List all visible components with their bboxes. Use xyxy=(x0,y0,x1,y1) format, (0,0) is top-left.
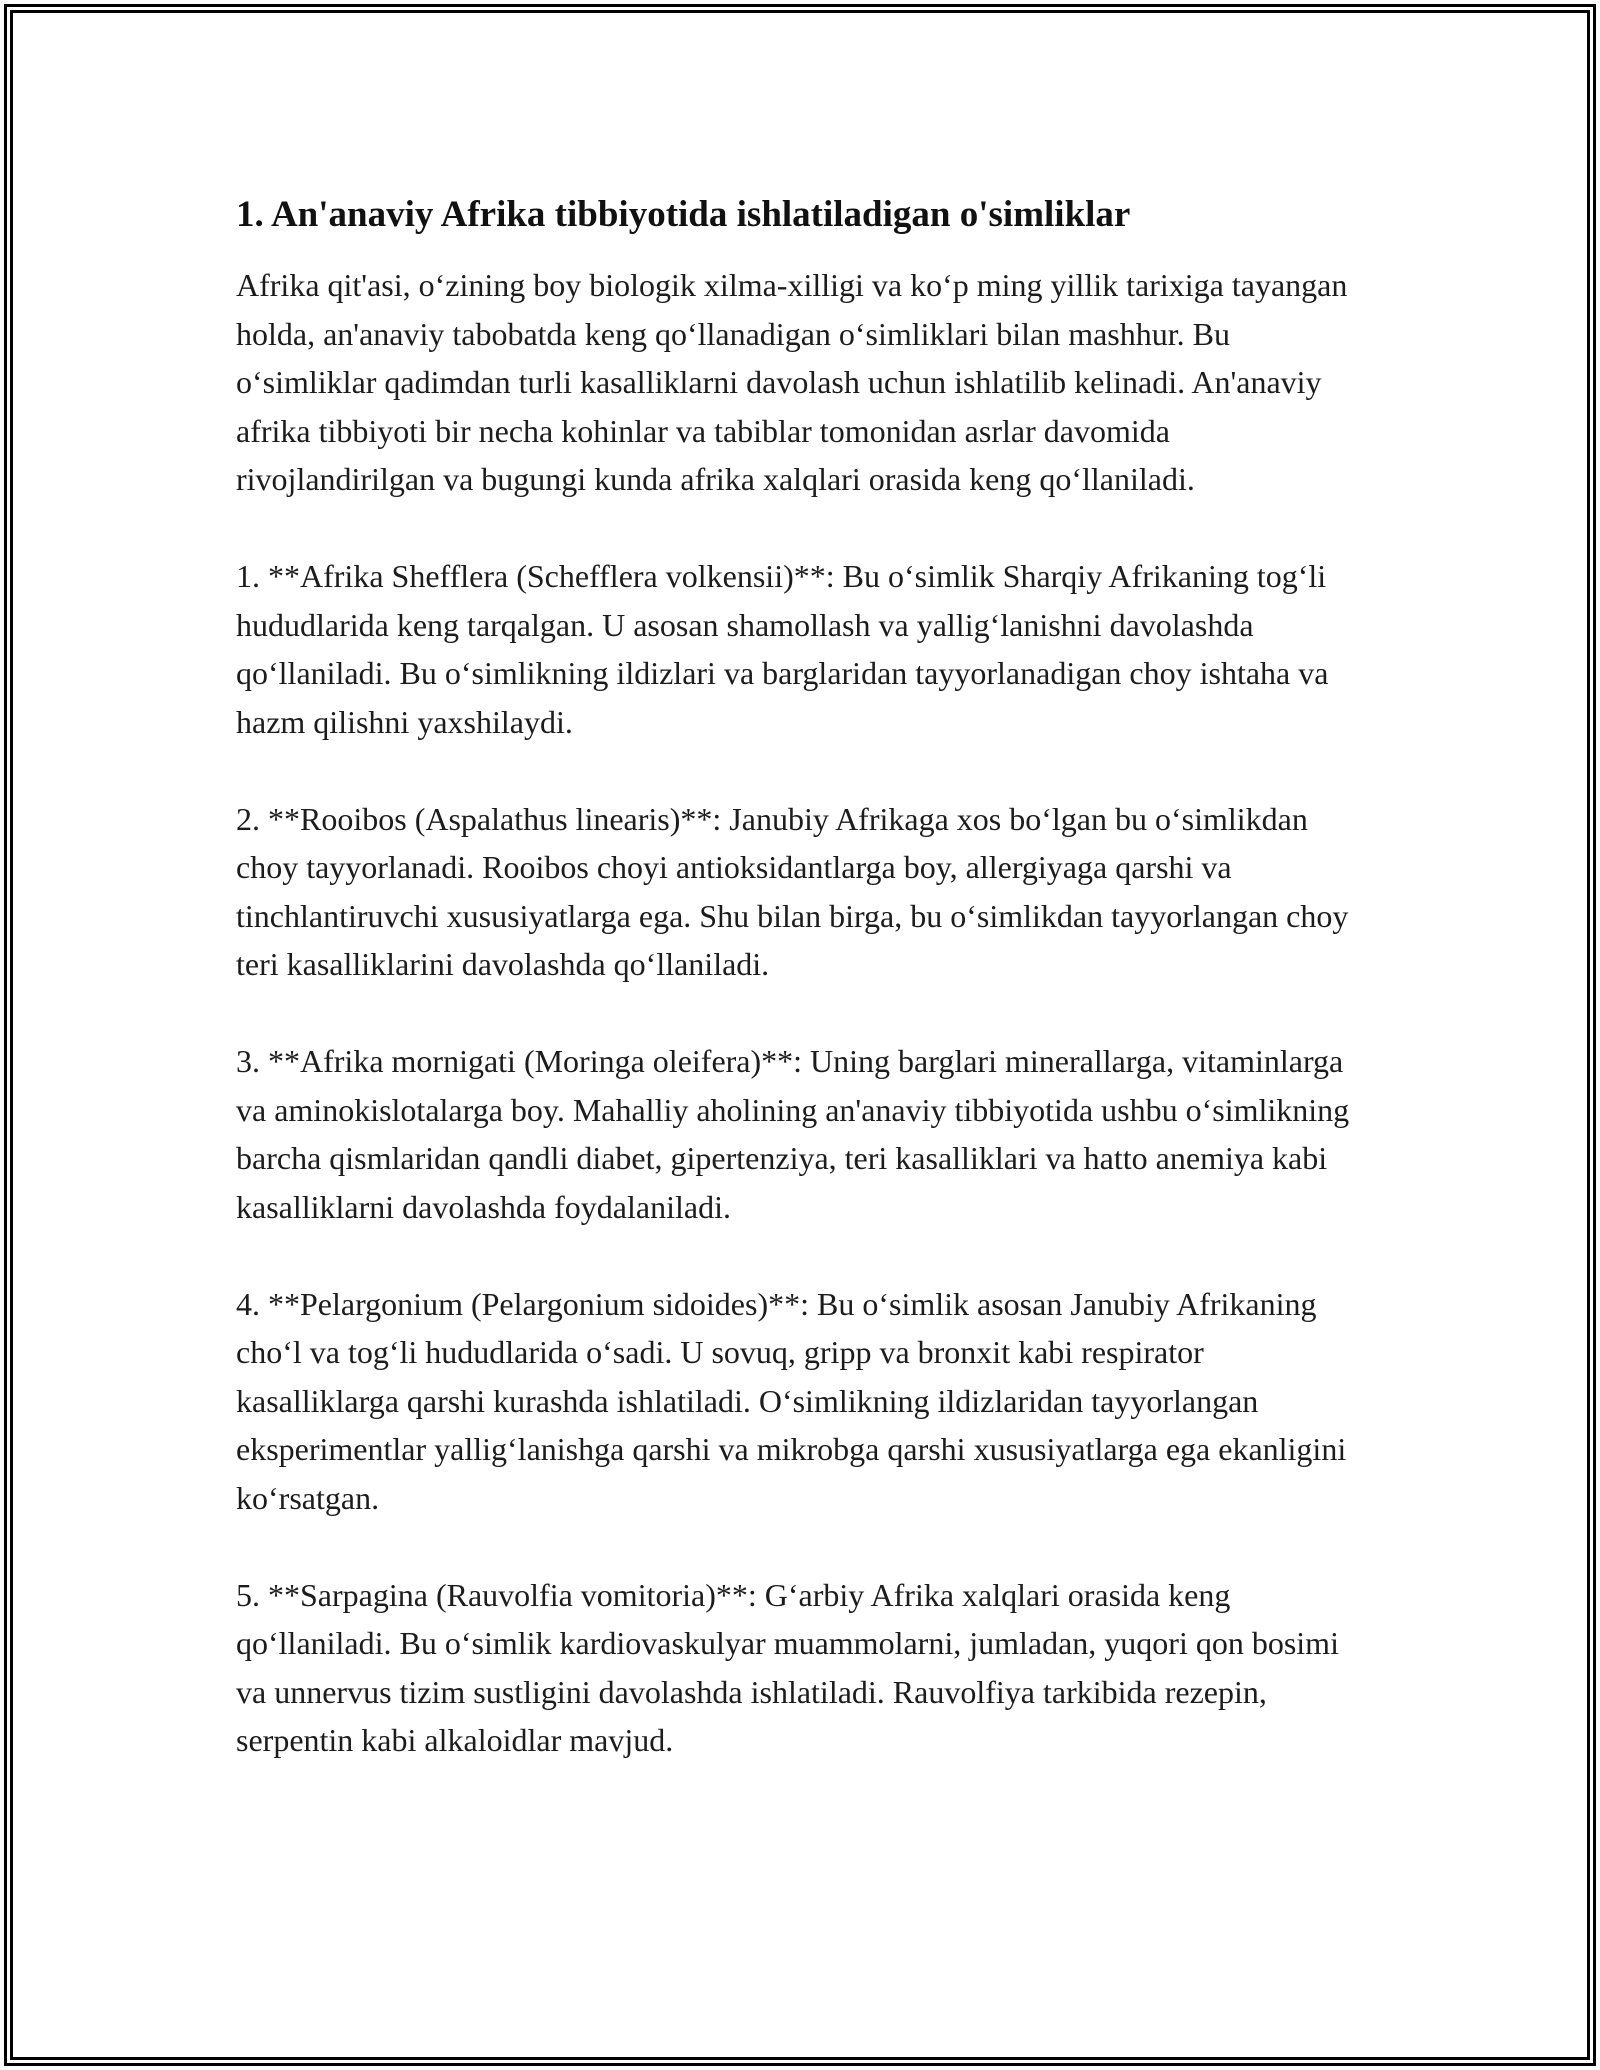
list-item-rauvolfia: 5. **Sarpagina (Rauvolfia vomitoria)**: G‘arbiy Afrika xalqlari orasida keng qo‘llaniladi. Bu o‘simlik kardiovaskulyar muammolarni, jumladan, yuqori qon bosimi va unnervus tizim sustligini davolashda ishlatiladi. Rauvolfiya tarkibida rezepin, serpentin kabi alkaloidlar mavjud. xyxy=(236,1576,1339,1758)
list-item-schefflera: 1. **Afrika Shefflera (Schefflera volkensii)**: Bu o‘simlik Sharqiy Afrikaning tog‘li hududlarida keng tarqalgan. U asosan shamollash va yallig‘lanishni davolashda qo‘llaniladi. Bu o‘simlikning ildizlari va barglaridan tayyorlanadigan choy ishtaha va hazm qilishni yaxshilaydi. xyxy=(236,558,1329,740)
list-item-rooibos: 2. **Rooibos (Aspalathus linearis)**: Janubiy Afrikaga xos bo‘lgan bu o‘simlikdan choy tayyorlanadi. Rooibos choyi antioksidantlarga boy, allergiyaga qarshi va tinchlantiruvchi xususiyatlarga ega. Shu bilan birga, bu o‘simlikdan tayyorlangan choy teri kasalliklarini davolashda qo‘llaniladi. xyxy=(236,800,1349,982)
intro-paragraph: Afrika qit'asi, o‘zining boy biologik xilma-xilligi va ko‘p ming yillik tarixiga tayangan holda, an'anaviy tabobatda keng qo‘llanadigan o‘simliklari bilan mashhur. Bu o‘simliklar qadimdan turli kasalliklarni davolash uchun ishlatilib kelinadi. An'anaviy afrika tibbiyoti bir necha kohinlar va tabiblar tomonidan asrlar davomida rivojlandirilgan va bugungi kunda afrika xalqlari orasida keng qo‘llaniladi. xyxy=(236,267,1348,497)
list-item-moringa: 3. **Afrika mornigati (Moringa oleifera)**: Uning barglari minerallarga, vitaminlarga va aminokislotalarga boy. Mahalliy aholining an'anaviy tibbiyotida ushbu o‘simlikning barcha qismlaridan qandli diabet, gipertenziya, teri kasalliklari va hatto anemiya kabi kasalliklarni davolashda foydalaniladi. xyxy=(236,1043,1350,1225)
document-body xyxy=(236,182,1366,1813)
list-item-pelargonium: 4. **Pelargonium (Pelargonium sidoides)**: Bu o‘simlik asosan Janubiy Afrikaning cho‘l va tog‘li hududlarida o‘sadi. U sovuq, gripp va bronxit kabi respirator kasalliklarga qarshi kurashda ishlatiladi. O‘simlikning ildizlaridan tayyorlangan eksperimentlar yallig‘lanishga qarshi va mikrobga qarshi xususiyatlarga ega ekanligini ko‘rsatgan. xyxy=(236,1285,1347,1516)
document-title: 1. An'anaviy Afrika tibbiyotida ishlatiladigan o'simliklar xyxy=(236,194,1131,235)
